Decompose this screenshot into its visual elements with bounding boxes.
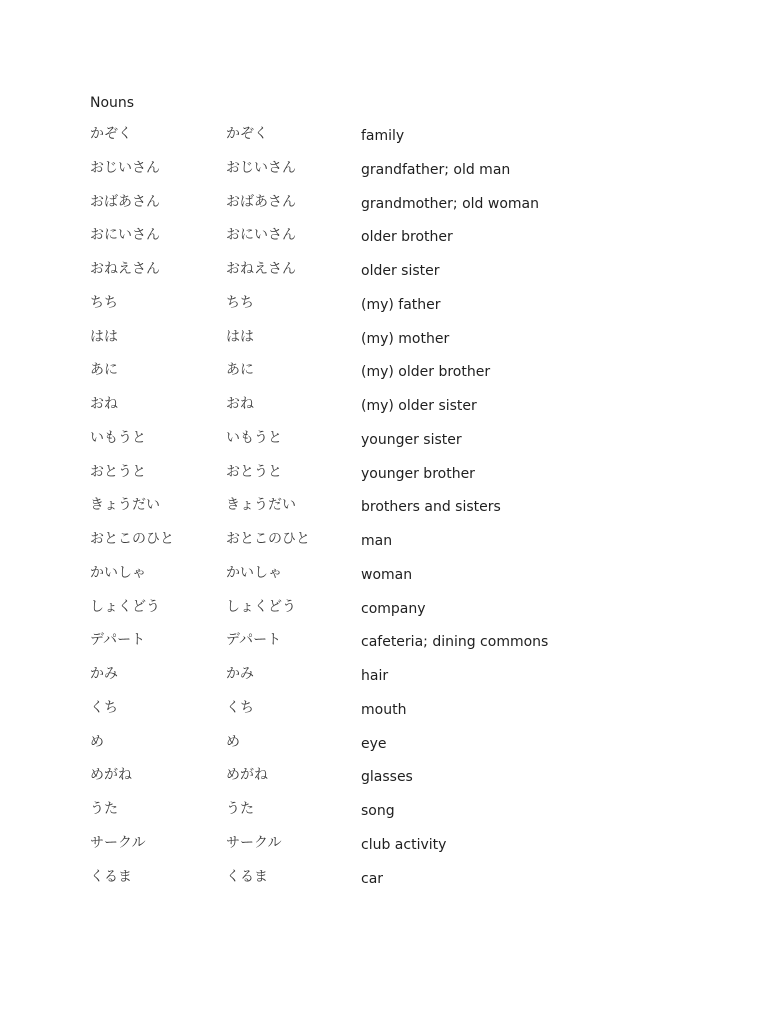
vocab-english: car	[361, 870, 384, 887]
vocab-row	[90, 563, 710, 597]
vocab-english: hair	[361, 668, 389, 684]
vocab-kana-repeat: サークル	[226, 834, 282, 851]
vocab-kana-repeat: おじいさん	[226, 159, 296, 176]
vocab-kana-repeat: おにいさん	[226, 227, 296, 244]
vocab-kana: うた	[90, 801, 118, 817]
vocab-kana-repeat: きょうだい	[226, 497, 296, 514]
vocab-row	[90, 124, 710, 158]
vocab-english: cafeteria; dining commons	[361, 634, 549, 651]
vocab-english: younger brother	[361, 465, 475, 482]
vocab-english: grandmother; old woman	[361, 195, 539, 212]
vocab-english: song	[361, 803, 395, 819]
vocab-kana-repeat: おね	[226, 396, 254, 412]
vocab-kana: くるま	[90, 868, 132, 885]
vocab-kana-repeat: め	[226, 733, 240, 750]
vocab-kana: めがね	[90, 767, 132, 784]
vocab-kana: め	[90, 733, 104, 750]
vocab-row	[90, 529, 710, 563]
vocab-english: glasses	[361, 769, 413, 786]
vocab-kana: いもうと	[90, 429, 146, 446]
vocab-kana: おじいさん	[90, 159, 160, 176]
vocab-kana: おとうと	[90, 463, 146, 480]
vocab-row	[90, 259, 710, 293]
vocab-kana-repeat: しょくどう	[226, 598, 296, 615]
vocab-kana-repeat: めがね	[226, 767, 268, 784]
vocab-kana-repeat: くち	[226, 699, 254, 716]
vocab-kana-repeat: おとうと	[226, 463, 282, 480]
vocab-kana: あに	[90, 362, 118, 379]
vocab-row	[90, 428, 710, 462]
vocab-english: woman	[361, 566, 413, 583]
vocab-kana: かいしゃ	[90, 564, 146, 581]
vocab-kana-repeat: かぞく	[226, 126, 268, 142]
vocab-kana: はは	[90, 328, 118, 345]
vocab-english: company	[361, 600, 426, 617]
vocab-row	[90, 293, 710, 327]
vocab-kana: おね	[90, 396, 118, 412]
vocab-row	[90, 327, 710, 361]
vocab-english: (my) older sister	[361, 398, 477, 414]
vocab-row	[90, 360, 710, 394]
vocab-kana-repeat: はは	[226, 328, 254, 345]
vocab-kana: サークル	[90, 834, 146, 851]
vocab-kana: かぞく	[90, 126, 132, 142]
vocab-english: eye	[361, 735, 387, 752]
vocab-kana: きょうだい	[90, 497, 160, 514]
vocab-english: grandfather; old man	[361, 161, 511, 178]
vocab-english: club activity	[361, 836, 447, 853]
vocab-kana-repeat: かみ	[226, 666, 254, 682]
section-heading: Nouns	[90, 95, 135, 111]
vocab-row	[90, 394, 710, 428]
vocab-kana: かみ	[90, 666, 118, 682]
vocab-english: man	[361, 533, 393, 549]
vocab-row	[90, 495, 710, 529]
vocab-kana-repeat: うた	[226, 801, 254, 817]
vocab-kana: おばあさん	[90, 193, 160, 210]
vocab-kana: デパート	[90, 632, 146, 649]
vocab-row	[90, 867, 710, 901]
vocab-kana: ちち	[90, 294, 118, 311]
vocab-row	[90, 833, 710, 867]
vocab-kana: くち	[90, 699, 118, 716]
vocab-english: younger sister	[361, 431, 462, 448]
vocab-row	[90, 732, 710, 766]
vocab-english: family	[361, 128, 405, 144]
vocab-english: (my) older brother	[361, 364, 491, 381]
vocab-english: mouth	[361, 701, 407, 718]
vocab-kana-repeat: おねえさん	[226, 261, 296, 277]
vocab-kana-repeat: いもうと	[226, 429, 282, 446]
vocab-english: (my) father	[361, 296, 441, 313]
vocab-kana: おねえさん	[90, 261, 160, 277]
vocab-kana: しょくどう	[90, 598, 160, 615]
vocab-kana-repeat: あに	[226, 362, 254, 379]
vocab-kana-repeat: くるま	[226, 868, 268, 885]
vocab-row	[90, 664, 710, 698]
vocab-row	[90, 630, 710, 664]
vocab-row	[90, 765, 710, 799]
vocab-kana: おとこのひと	[90, 531, 174, 547]
vocab-english: older sister	[361, 263, 440, 279]
vocab-english: older brother	[361, 229, 453, 246]
vocab-kana: おにいさん	[90, 227, 160, 244]
vocab-row	[90, 799, 710, 833]
vocab-row	[90, 597, 710, 631]
vocab-kana-repeat: おとこのひと	[226, 531, 310, 547]
vocabulary-list	[90, 124, 710, 900]
vocab-kana-repeat: ちち	[226, 294, 254, 311]
vocab-row	[90, 462, 710, 496]
vocab-english: brothers and sisters	[361, 499, 501, 516]
vocab-row	[90, 192, 710, 226]
vocab-kana-repeat: デパート	[226, 632, 282, 649]
vocab-kana-repeat: かいしゃ	[226, 564, 282, 581]
vocab-row	[90, 225, 710, 259]
vocab-kana-repeat: おばあさん	[226, 193, 296, 210]
vocab-row	[90, 698, 710, 732]
vocab-row	[90, 158, 710, 192]
vocab-english: (my) mother	[361, 330, 450, 347]
